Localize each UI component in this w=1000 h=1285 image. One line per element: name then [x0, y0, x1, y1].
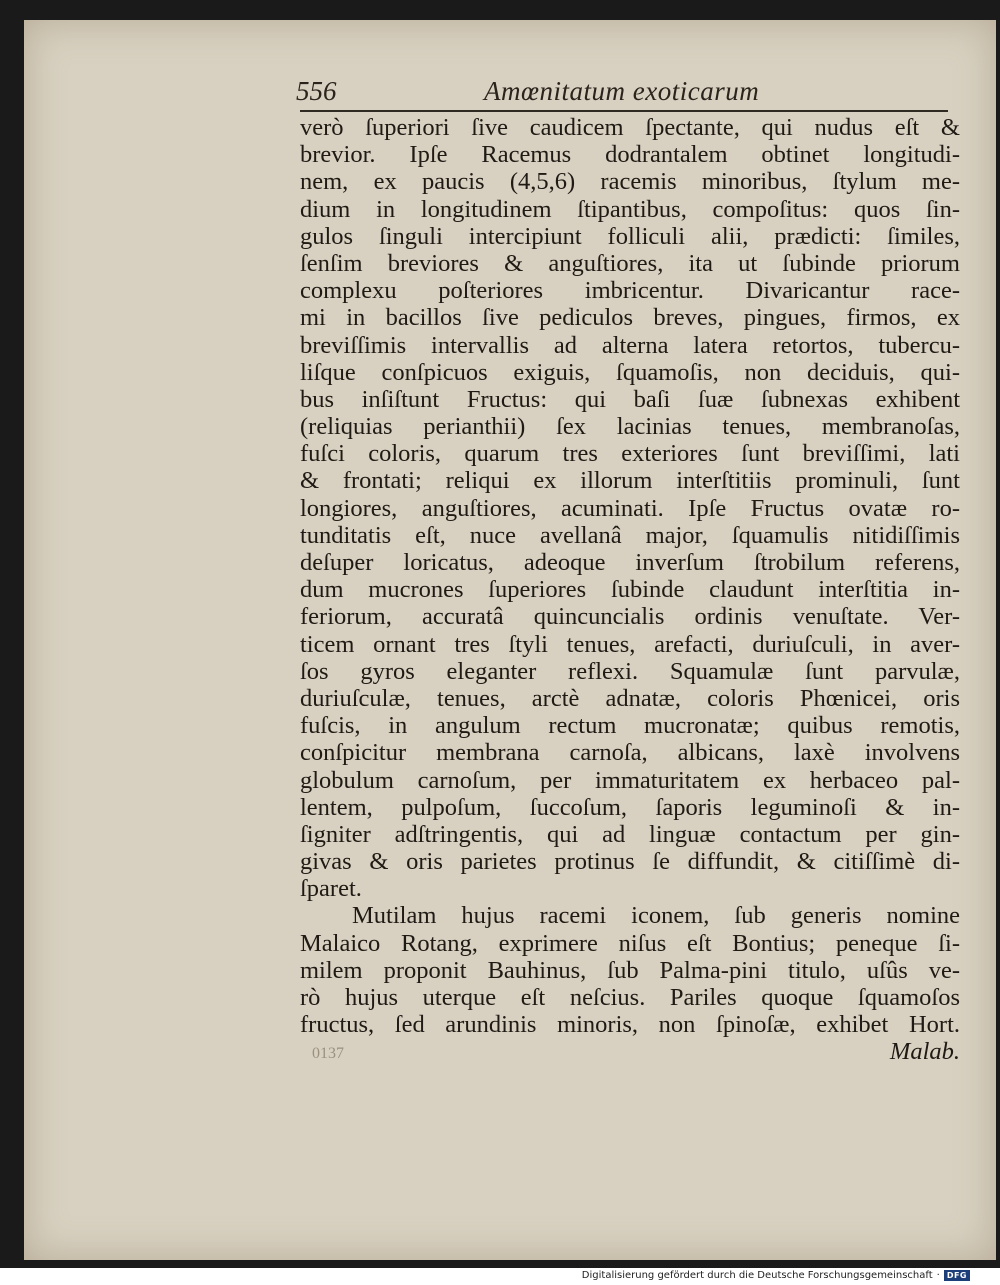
text-line: ſos gyros eleganter reflexi. Squamulæ ſunt parvulæ,	[300, 657, 960, 685]
catchword: Malab.	[889, 1038, 960, 1066]
text-line: rò hujus uterque eſt neſcius. Pariles quoque ſquamoſos	[300, 984, 960, 1011]
text-line: dium in longitudinem ſtipantibus, compoſitus: quos ſin-	[300, 195, 960, 223]
text-line: tunditatis eſt, nuce avellanâ major, ſquamulis nitidiſſimis	[300, 521, 960, 549]
dfg-logo: DFG	[944, 1270, 970, 1281]
running-title: Amœnitatum exoticarum	[484, 76, 760, 106]
page-number: 556	[296, 76, 337, 106]
text-line: longiores, anguſtiores, acuminati. Ipſe Fructus ovatæ ro-	[300, 494, 960, 522]
text-line: bus inſiſtunt Fructus: qui baſi ſuæ ſubnexas exhibent	[300, 385, 960, 413]
text-line: mi in bacillos ſive pediculos breves, pingues, firmos, ex	[300, 304, 960, 332]
text-line: deſuper loricatus, adeoque inverſum ſtrobilum referens,	[300, 549, 960, 576]
text-line: ſparet.	[300, 875, 362, 903]
text-line: gulos ſinguli intercipiunt folliculi alii, prædicti: ſimiles,	[300, 222, 960, 250]
text-line: milem proponit Bauhinus, ſub Palma-pini titulo, uſûs ve-	[300, 956, 960, 984]
text-line: globulum carnoſum, per immaturitatem ex herbaceo pal-	[300, 766, 960, 794]
header-rule	[300, 110, 948, 112]
body-text	[300, 114, 960, 1066]
text-line: Malaico Rotang, exprimere niſus eſt Bontius; peneque ſi-	[300, 929, 960, 957]
text-line: lentem, pulpoſum, ſuccoſum, ſaporis leguminoſi & in-	[300, 793, 960, 821]
text-line: ticem ornant tres ſtyli tenues, arefacti, duriuſculi, in aver-	[300, 630, 960, 658]
text-line: conſpicitur membrana carnoſa, albicans, laxè involvens	[300, 739, 960, 767]
text-line: fuſcis, in angulum rectum mucronatæ; quibus remotis,	[300, 712, 960, 740]
text-line: fuſci coloris, quarum tres exteriores ſunt breviſſimi, lati	[300, 440, 960, 468]
bottom-mark: 0137	[312, 1045, 344, 1062]
text-line: (reliquias perianthii) ſex lacinias tenues, membranoſas,	[300, 413, 960, 441]
digitization-credit: Digitalisierung gefördert durch die Deutsche Forschungsgemeinschaft · DFG	[582, 1270, 970, 1281]
text-line: ſenſim breviores & anguſtiores, ita ut ſubinde priorum	[300, 249, 960, 277]
text-line: verò ſuperiori ſive caudicem ſpectante, qui nudus eſt &	[300, 114, 960, 141]
text-line: breviſſimis intervallis ad alterna latera retortos, tubercu-	[300, 331, 960, 359]
credit-text: Digitalisierung gefördert durch die Deutsche Forschungsgemeinschaft	[581, 1270, 933, 1281]
text-line: nem, ex paucis (4,5,6) racemis minoribus, ſtylum me-	[300, 168, 960, 196]
text-line: ſigniter adſtringentis, qui ad linguæ contactum per gin-	[300, 820, 960, 848]
text-line: liſque conſpicuos exiguis, ſquamoſis, non deciduis, qui-	[300, 358, 960, 386]
text-line: & frontati; reliqui ex illorum interſtitiis prominuli, ſunt	[300, 467, 960, 495]
text-line: dum mucrones ſuperiores ſubinde claudunt interſtitia in-	[300, 576, 960, 604]
text-line: fructus, ſed arundinis minoris, non ſpinoſæ, exhibet Hort.	[300, 1011, 960, 1039]
text-line: brevior. Ipſe Racemus dodrantalem obtinet longitudi-	[300, 141, 960, 169]
text-line: duriuſculæ, tenues, arctè adnatæ, coloris Phœnicei, oris	[300, 684, 960, 712]
text-line: givas & oris parietes protinus ſe diffundit, & citiſſimè di-	[300, 848, 960, 876]
text-line: feriorum, accuratâ quincuncialis ordinis venuſtate. Ver-	[300, 603, 960, 631]
page-header	[296, 76, 948, 108]
text-line: Mutilam hujus racemi iconem, ſub generis nomine	[352, 902, 960, 930]
text-line: complexu poſteriores imbricentur. Divaricantur race-	[300, 277, 960, 305]
